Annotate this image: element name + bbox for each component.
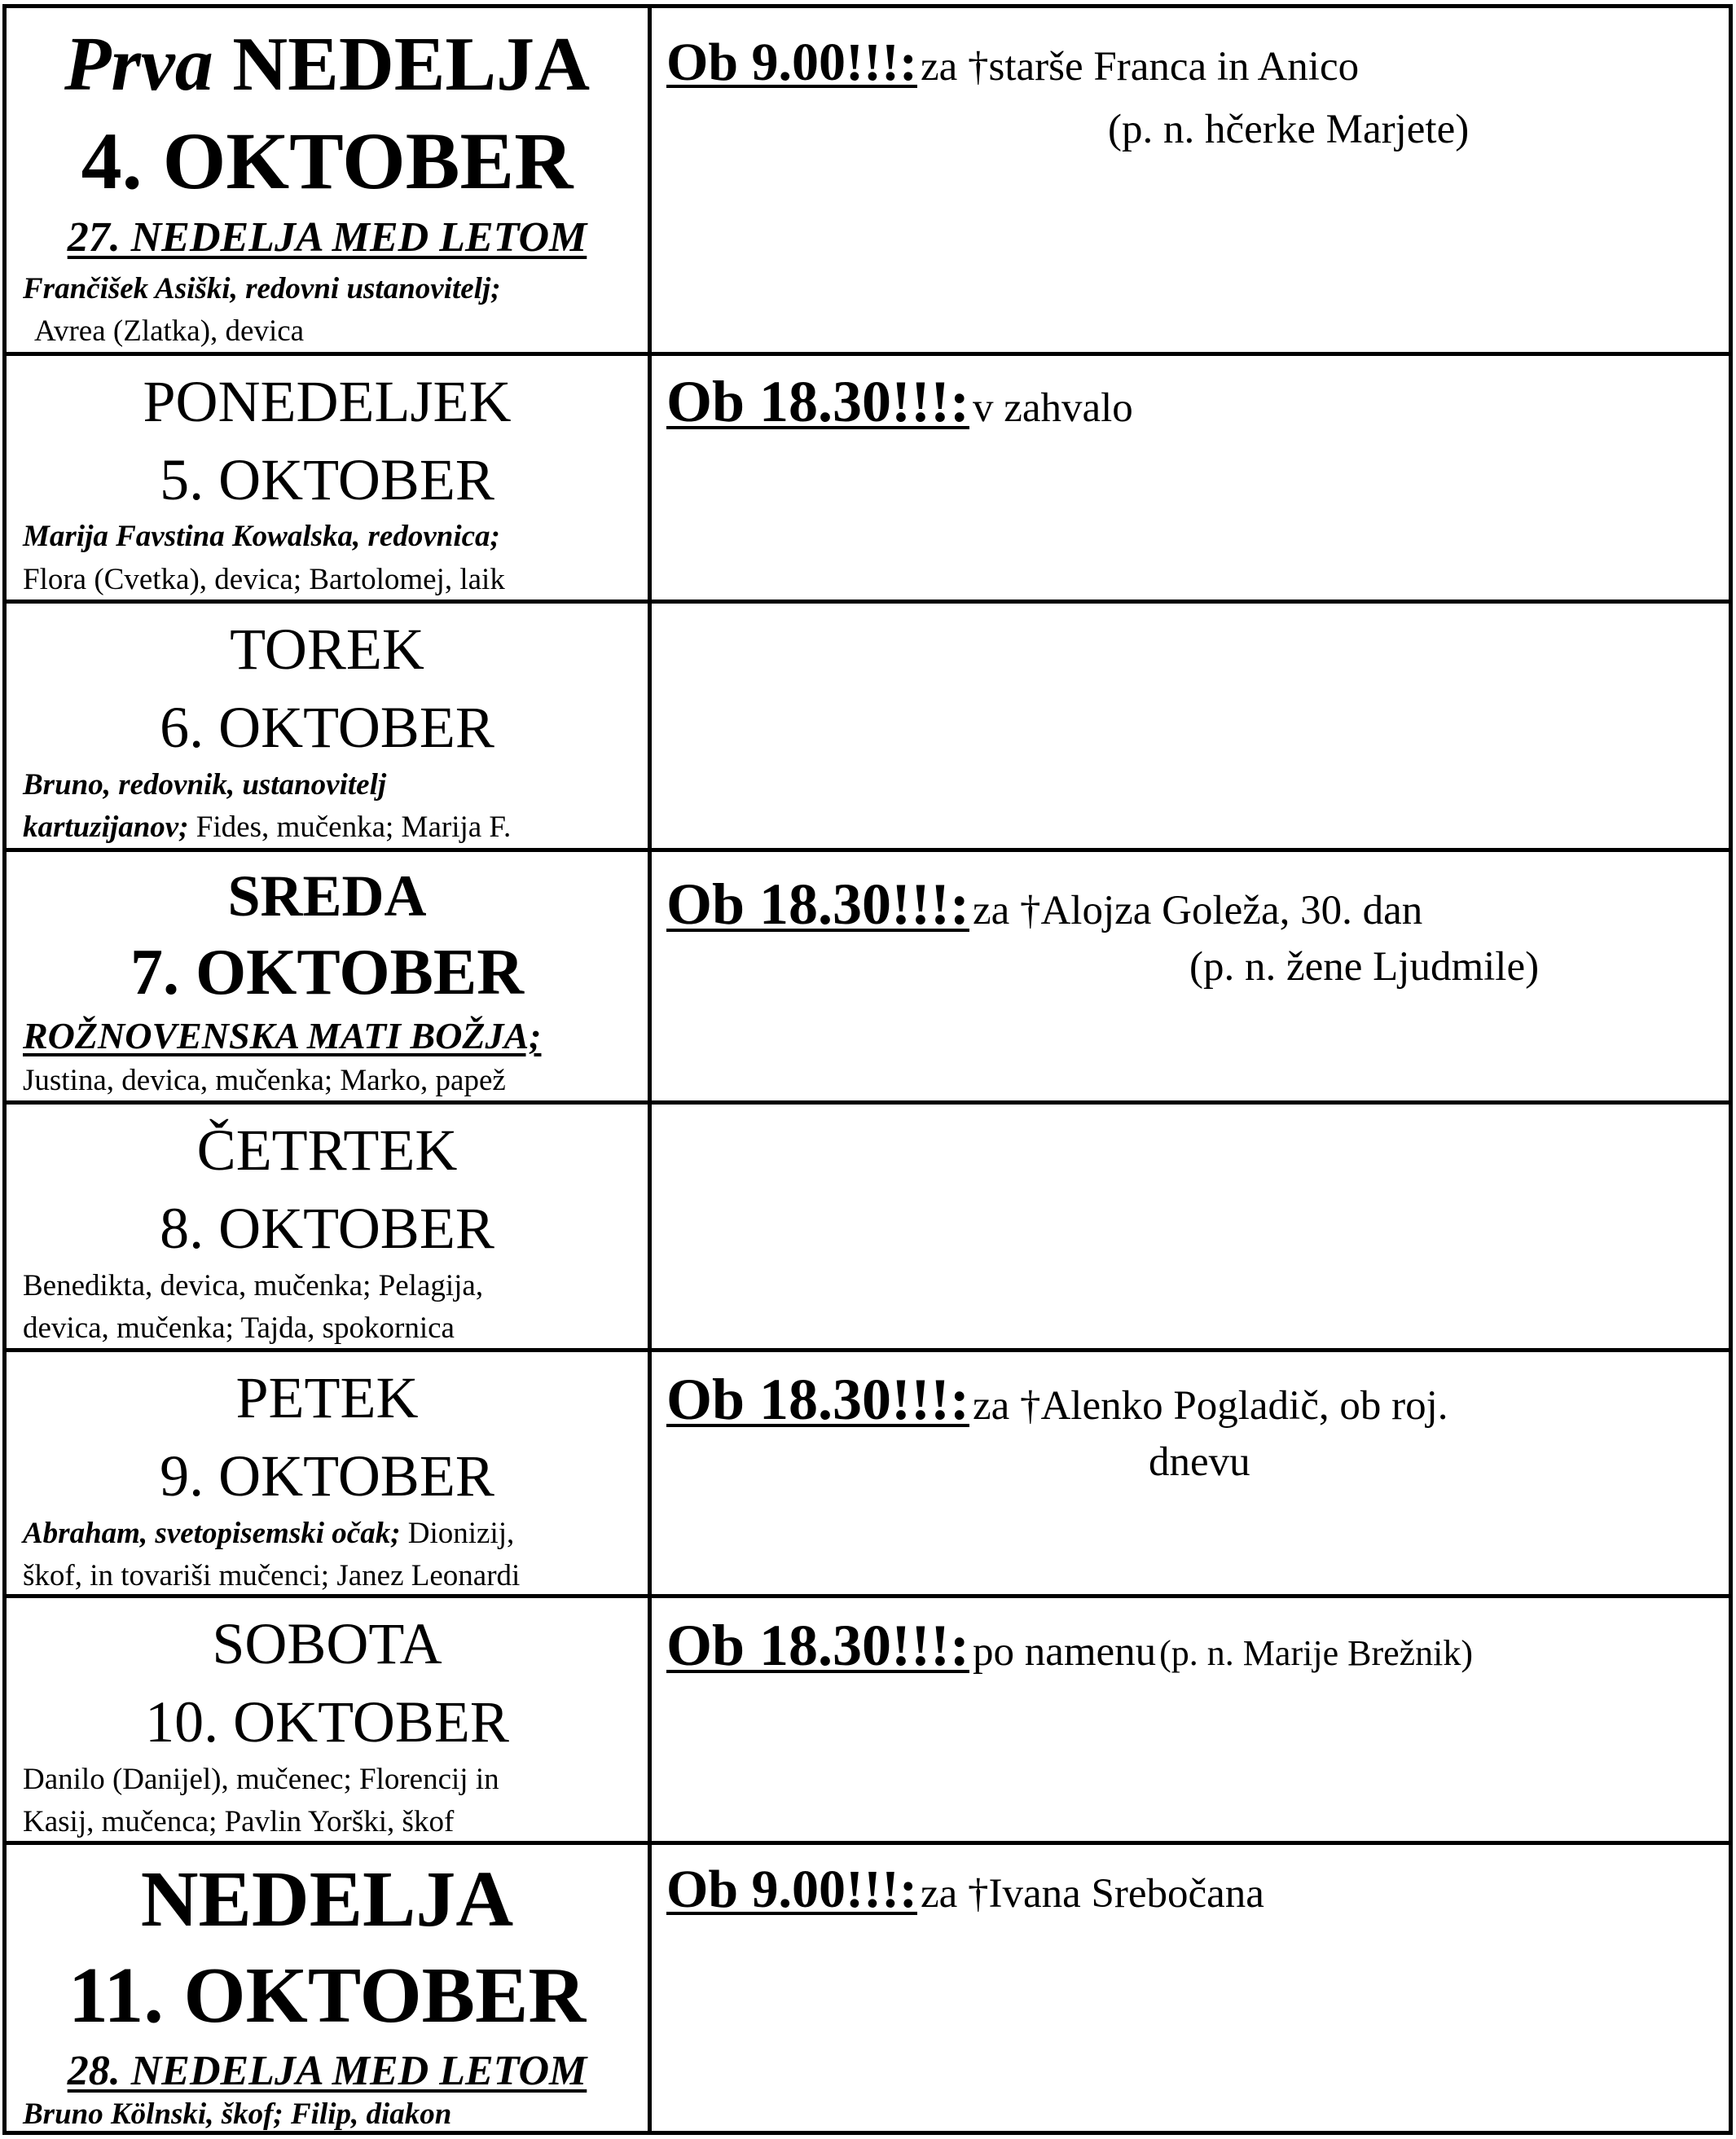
column-divider [648, 8, 652, 2131]
day-name: SOBOTA [212, 1611, 442, 1676]
saints-2: škof, in tovariši mučenci; Janez Leonardi [23, 1559, 521, 1592]
feast [23, 1017, 541, 1055]
saints-bold: Bruno Kölnski, škof; Filip, diakon [23, 2097, 452, 2131]
saints: Benedikta, devica, mučenka; Pelagija, [23, 1269, 484, 1302]
day-name: ČETRTEK [196, 1118, 458, 1183]
date: 4. OKTOBER [81, 116, 574, 206]
intention: za †starše Franca in Anico [920, 44, 1360, 90]
day-cell [7, 1105, 648, 1348]
day-cell [7, 1845, 648, 2131]
feast-text: 27. NEDELJA MED LETOM [67, 214, 587, 261]
saints: Danilo (Danijel), mučenec; Florencij in [23, 1763, 499, 1796]
date: 11. OKTOBER [68, 1952, 587, 2040]
saints-rest: Dionizij, [407, 1517, 515, 1550]
intention-note: (p. n. Marije Brežnik) [1159, 1633, 1474, 1673]
day-cell [7, 8, 648, 352]
day-name: NEDELJA [140, 1856, 514, 1944]
mass-cell [652, 1352, 1729, 1594]
date: 10. OKTOBER [145, 1689, 509, 1755]
date: 8. OKTOBER [160, 1196, 494, 1261]
intention: v zahvalo [972, 385, 1133, 431]
day-heading [7, 22, 648, 107]
day-cell [7, 1598, 648, 1841]
mass-time: Ob 18.30!!!: [666, 1367, 969, 1432]
date: 9. OKTOBER [160, 1443, 494, 1509]
intention: za †Alojza Goleža, 30. dan [972, 888, 1423, 933]
saints-bold: Bruno, redovnik, ustanovitelj [23, 768, 387, 802]
mass-time: Ob 18.30!!!: [666, 872, 969, 937]
feast-text: 28. NEDELJA MED LETOM [67, 2048, 587, 2094]
feast [7, 214, 648, 261]
mass-cell [652, 356, 1729, 600]
saints: Justina, devica, mučenka; Marko, papež [23, 1064, 506, 1097]
mass-cell-empty [652, 1105, 1729, 1348]
mass-line [666, 33, 1360, 92]
saints: Avrea (Zlatka), devica [34, 314, 305, 348]
saints-2: Kasij, mučenca; Pavlin Yorški, škof [23, 1805, 455, 1838]
date: 5. OKTOBER [160, 447, 494, 512]
table-row [7, 1594, 1729, 1841]
date: 7. OKTOBER [130, 937, 525, 1008]
saints-bold: Marija Favstina Kowalska, redovnica; [23, 520, 500, 553]
mass-cell [652, 8, 1729, 352]
saints-2: devica, mučenka; Tajda, spokornica [23, 1311, 455, 1345]
day-prefix: Prva [64, 22, 213, 107]
feast-text: ROŽNOVENSKA MATI BOŽJA; [23, 1015, 542, 1056]
saints-bold: Frančišek Asiški, redovni ustanovitelj; [23, 272, 501, 305]
mass-line [666, 1367, 1448, 1432]
saints: Flora (Cvetka), devica; Bartolomej, laik [23, 563, 505, 596]
mass-time: Ob 18.30!!!: [666, 369, 969, 434]
mass-cell [652, 1598, 1729, 1841]
table-row [7, 1841, 1729, 2131]
table-row [7, 352, 1729, 600]
intention: po namenu [972, 1629, 1157, 1675]
feast [7, 2050, 648, 2093]
mass-line [666, 1613, 1474, 1678]
saints [23, 812, 511, 842]
day-name: PONEDELJEK [143, 369, 512, 434]
mass-line [666, 1860, 1264, 1919]
intention-line2: dnevu [1149, 1439, 1250, 1485]
saints-bold: Abraham, svetopisemski očak; [23, 1517, 401, 1550]
intention-line2: (p. n. žene Ljudmile) [1189, 944, 1540, 990]
intention-line2: (p. n. hčerke Marjete) [1108, 107, 1470, 152]
saints-bold-2: kartuzijanov; [23, 810, 189, 844]
table-row [7, 1348, 1729, 1594]
day-name: SREDA [227, 863, 427, 929]
table-row [7, 8, 1729, 352]
mass-cell [652, 1845, 1729, 2131]
mass-line [666, 872, 1423, 937]
saints-rest: Fides, mučenka; Marija F. [196, 810, 512, 844]
day-cell [7, 1352, 648, 1594]
intention: za †Alenko Pogladič, ob roj. [972, 1383, 1448, 1429]
day-cell [7, 604, 648, 848]
date: 6. OKTOBER [160, 695, 494, 760]
day-name: PETEK [235, 1365, 419, 1430]
schedule-table [2, 4, 1733, 2135]
table-row [7, 1100, 1729, 1348]
mass-cell-empty [652, 604, 1729, 848]
intention: za †Ivana Srebočana [920, 1871, 1264, 1917]
mass-time: Ob 18.30!!!: [666, 1613, 969, 1678]
mass-time: Ob 9.00!!!: [666, 33, 917, 92]
day-name: TOREK [230, 617, 424, 682]
mass-time: Ob 9.00!!!: [666, 1860, 917, 1919]
mass-cell [652, 852, 1729, 1100]
day-name: NEDELJA [232, 22, 590, 107]
saints [23, 1518, 514, 1548]
table-row [7, 848, 1729, 1100]
table-row [7, 600, 1729, 848]
day-cell [7, 356, 648, 600]
mass-line [666, 369, 1133, 434]
day-cell [7, 852, 648, 1100]
